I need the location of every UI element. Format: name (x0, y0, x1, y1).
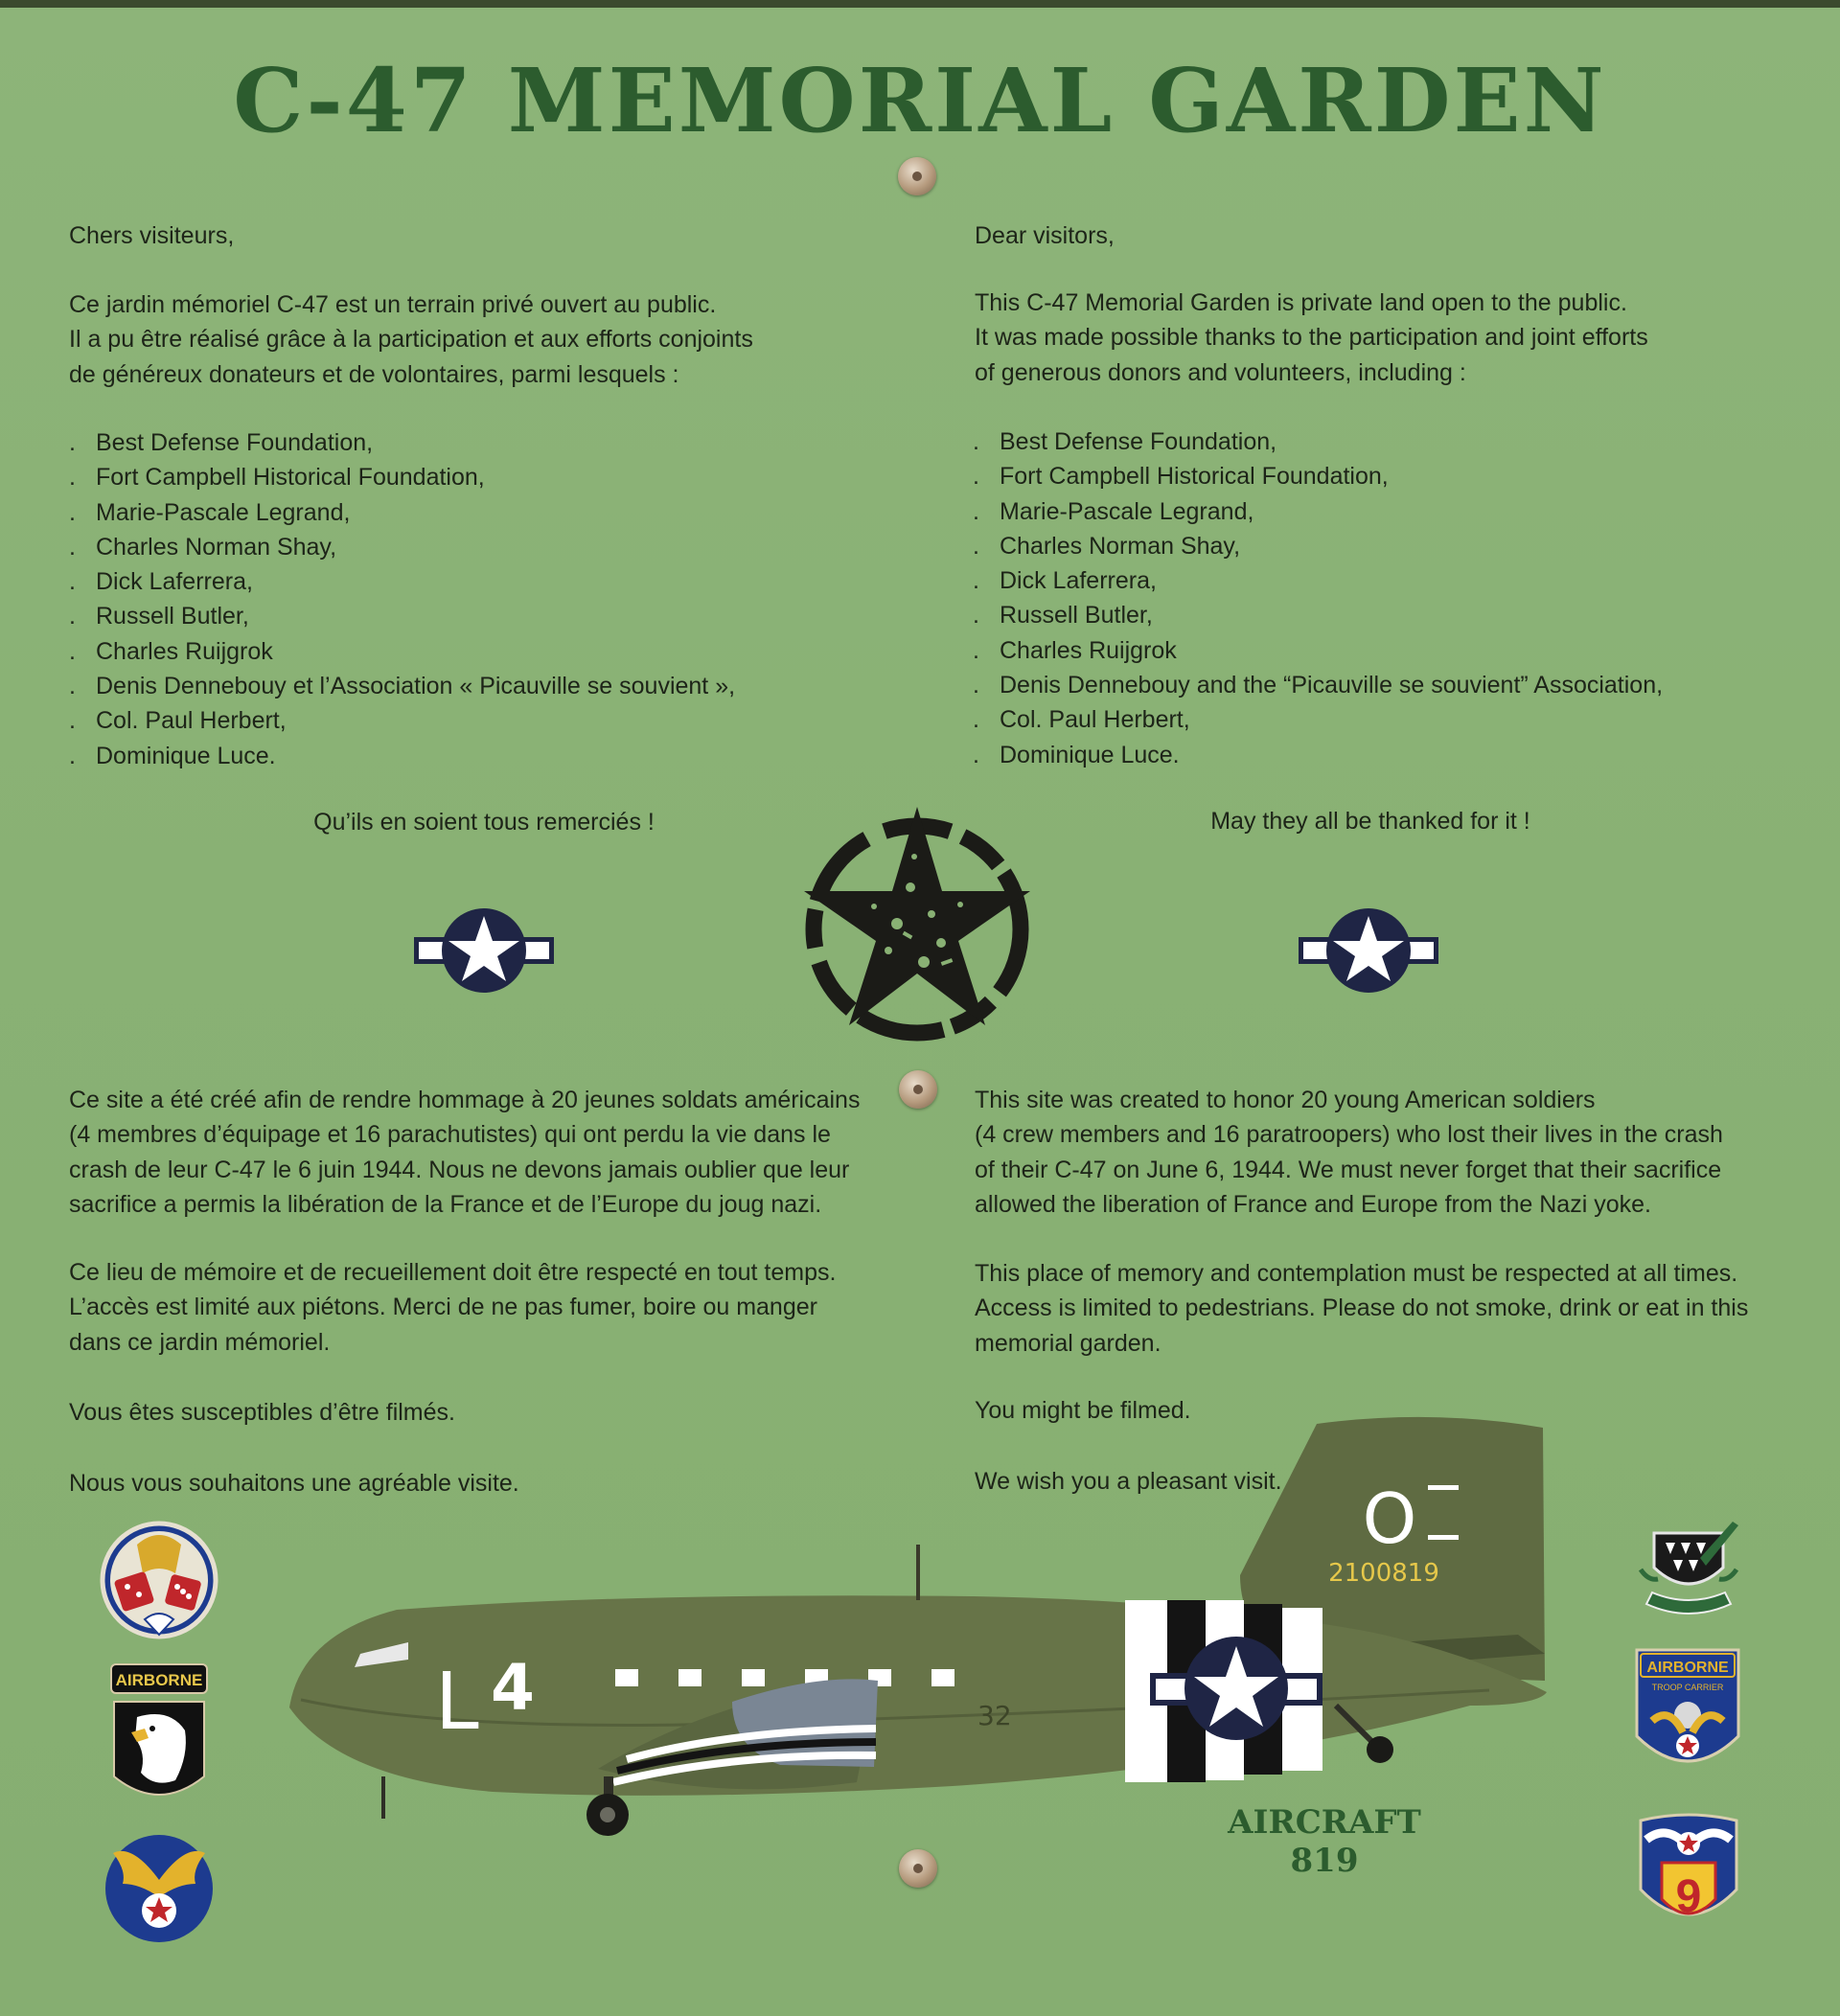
nose-number: 4 (491, 1651, 535, 1725)
en-donor-item: . Dick Laferrera, (973, 567, 1157, 595)
mounting-screw-top (898, 157, 936, 195)
en-farewell: We wish you a pleasant visit. (975, 1468, 1282, 1495)
distressed-star-icon (797, 799, 1037, 1058)
fr-rules-line: L’accès est limité aux piétons. Merci de ne pas fumer, boire ou manger (69, 1294, 817, 1321)
en-rules-line: Access is limited to pedestrians. Please do not smoke, drink or eat in this (975, 1294, 1749, 1322)
en-donor-item: . Col. Paul Herbert, (973, 706, 1190, 734)
troop-carrier-tab-label: AIRBORNE (1646, 1660, 1729, 1676)
fr-donor-item: . Col. Paul Herbert, (69, 707, 287, 735)
fr-thanks: Qu’ils en soient tous remerciés ! (313, 809, 655, 836)
en-donor-item: . Russell Butler, (973, 602, 1153, 630)
en-purpose-line: allowed the liberation of France and Europe from the Nazi yoke. (975, 1190, 1651, 1218)
en-rules (975, 1256, 1748, 1361)
fr-purpose-line: (4 membres d’équipage et 16 parachutistes) qui ont perdu la vie dans le (69, 1121, 831, 1149)
fr-intro-line: Ce jardin mémoriel C-47 est un terrain privé ouvert au public. (69, 291, 717, 318)
en-intro-line: This C-47 Memorial Garden is private land open to the public. (975, 289, 1627, 316)
ninth-air-force-patch-icon (1637, 1811, 1740, 1939)
fr-donor-item: . Dick Laferrera, (69, 568, 253, 596)
en-purpose-line: This site was created to honor 20 young American soldiers (975, 1087, 1596, 1113)
en-intro-line: of generous donors and volunteers, including : (975, 358, 1466, 386)
ninth-af-number: 9 (1675, 1871, 1702, 1922)
troop-carrier-sub-label: TROOP CARRIER (1651, 1683, 1724, 1692)
c47-aircraft-illustration (282, 1412, 1551, 1849)
nose-code-letter: L (435, 1657, 479, 1748)
fr-intro (69, 287, 753, 392)
fr-purpose-line: crash de leur C-47 le 6 juin 1944. Nous ne devons jamais oublier que leur (69, 1156, 850, 1183)
sign-title: C-47 MEMORIAL GARDEN (233, 49, 1607, 152)
fuselage-number: 32 (978, 1700, 1012, 1731)
en-rules-line: memorial garden. (975, 1329, 1162, 1357)
101st-airborne-patch-icon (108, 1661, 210, 1815)
tail-serial-number: 2100819 (1328, 1559, 1439, 1588)
fr-intro-line: Il a pu être réalisé grâce à la participation et aux efforts conjoints (69, 326, 753, 354)
fr-rules (69, 1255, 836, 1360)
fr-donor-item: . Marie-Pascale Legrand, (69, 498, 351, 526)
en-donor-list (973, 424, 1663, 772)
pitot-antenna (381, 1776, 385, 1819)
tail-tick-mark (1428, 1535, 1459, 1540)
en-filmed-notice: You might be filmed. (975, 1397, 1191, 1424)
fr-donor-item: . Dominique Luce. (69, 742, 276, 769)
aircraft-label: AIRCRAFT 819 (1228, 1803, 1421, 1880)
en-donor-item: . Best Defense Foundation, (973, 428, 1277, 455)
506th-pir-patch-icon (99, 1516, 219, 1644)
usaaf-wings-patch-icon (104, 1830, 215, 1947)
tail-wheel (1367, 1736, 1393, 1763)
en-intro-line: It was made possible thanks to the participation and joint efforts (975, 324, 1648, 352)
fr-donor-item: . Fort Campbell Historical Foundation, (69, 464, 485, 492)
mounting-screw-middle (899, 1070, 937, 1109)
fr-donor-item: . Denis Dennebouy et l’Association « Picauville se souvient », (69, 673, 736, 700)
en-greeting: Dear visitors, (975, 222, 1115, 249)
en-donor-item: . Marie-Pascale Legrand, (973, 497, 1254, 525)
sign-top-edge (0, 0, 1840, 8)
en-purpose (975, 1083, 1723, 1222)
fr-greeting: Chers visiteurs, (69, 222, 235, 249)
fr-intro-line: de généreux donateurs et de volontaires, parmi lesquels : (69, 360, 679, 388)
fr-donor-item: . Charles Ruijgrok (69, 637, 273, 665)
fr-donor-item: . Russell Butler, (69, 603, 249, 630)
troop-carrier-group-crest-icon (1633, 1512, 1744, 1623)
airborne-troop-carrier-patch-icon (1633, 1644, 1742, 1786)
en-rules-line: This place of memory and contemplation must be respected at all times. (975, 1260, 1738, 1287)
fr-donor-item: . Charles Norman Shay, (69, 533, 337, 561)
fr-rules-line: dans ce jardin mémoriel. (69, 1328, 331, 1356)
fr-rules-line: Ce lieu de mémoire et de recueillement doit être respecté en tout temps. (69, 1259, 837, 1286)
fr-filmed-notice: Vous êtes susceptibles d’être filmés. (69, 1399, 455, 1426)
fr-purpose-line: Ce site a été créé afin de rendre hommage à 20 jeunes soldats américains (69, 1087, 861, 1113)
usaaf-roundel-right-icon (1297, 905, 1440, 997)
antenna (916, 1545, 920, 1600)
tail-tick-mark (1428, 1485, 1459, 1490)
fr-farewell: Nous vous souhaitons une agréable visite. (69, 1470, 519, 1497)
fr-purpose (69, 1083, 860, 1222)
en-donor-item: . Fort Campbell Historical Foundation, (973, 463, 1389, 491)
en-donor-item: . Denis Dennebouy and the “Picauville se souvient” Association, (973, 672, 1664, 699)
fr-purpose-line: sacrifice a permis la libération de la France et de l’Europe du joug nazi. (69, 1190, 822, 1218)
mounting-screw-bottom (899, 1849, 937, 1888)
en-thanks: May they all be thanked for it ! (1210, 808, 1530, 835)
airborne-tab-label: AIRBORNE (115, 1671, 203, 1689)
fr-donor-list (69, 425, 735, 773)
en-purpose-line: of their C-47 on June 6, 1944. We must never forget that their sacrifice (975, 1156, 1722, 1183)
en-purpose-line: (4 crew members and 16 paratroopers) who lost their lives in the crash (975, 1121, 1723, 1149)
usaaf-roundel-left-icon (412, 905, 556, 997)
en-donor-item: . Charles Ruijgrok (973, 636, 1177, 664)
tail-letter: O (1362, 1478, 1417, 1559)
en-donor-item: . Charles Norman Shay, (973, 532, 1241, 560)
fr-donor-item: . Best Defense Foundation, (69, 429, 374, 456)
en-intro (975, 286, 1648, 390)
en-donor-item: . Dominique Luce. (973, 741, 1180, 768)
